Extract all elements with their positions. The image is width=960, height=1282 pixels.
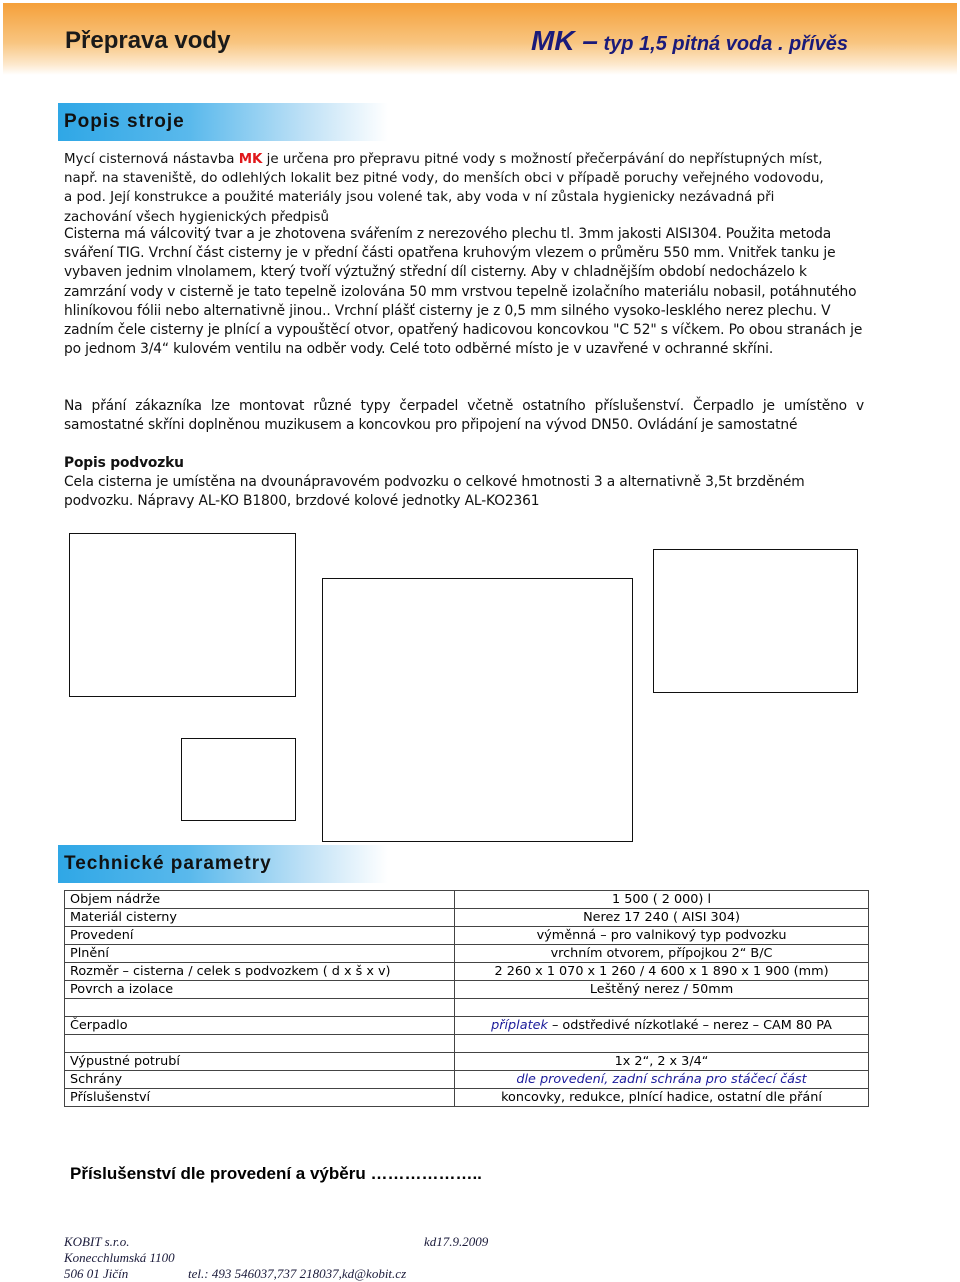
pump-paragraph xyxy=(64,397,864,435)
empty-cell xyxy=(455,1035,869,1053)
surcharge-note: příplatek xyxy=(491,1018,548,1033)
intro-text-pre: Mycí cisternová nástavba xyxy=(64,152,239,167)
param-value: Leštěný nerez / 50mm xyxy=(455,981,869,999)
table-row-empty xyxy=(65,1035,869,1053)
table-row xyxy=(65,1017,869,1035)
table-row xyxy=(65,945,869,963)
photo-placeholder-3 xyxy=(653,549,858,693)
footer-contact: tel.: 493 546037,737 218037,kd@kobit.cz xyxy=(188,1266,407,1281)
intro-line-2: např. na staveniště, do odlehlých lokalit bez pitné vody, do menších obci v případě poruchy veřejného vodovodu, xyxy=(64,171,824,187)
section-heading-technicke-parametry xyxy=(58,845,388,883)
param-value xyxy=(455,1017,869,1035)
section-heading-label: Popis stroje xyxy=(64,111,185,132)
intro-text-post: je určena pro přepravu pitné vody s možností přečerpávání do nepřístupných míst, xyxy=(262,152,823,167)
intro-mk: MK xyxy=(238,152,263,167)
table-row xyxy=(65,963,869,981)
param-label: Rozměr – cisterna / celek s podvozkem ( d x š x v) xyxy=(65,963,455,981)
body-text: Cisterna má válcovitý tvar a je zhotovena svářením z nerezového plechu tl. 3mm jakosti AISI304. Použita metoda sváření TIG. Vrchní část cisterny je v přední části opatřena kruhovým vlezem o průměru 550 mm. Vnitřek tanku je vybaven jednim vlnolamem, který tvoří výztužný střední díl cisterny. Aby v chladnějším období nedocházelo k zamrzání vody v cisterně je tato tepelně izolována 50 mm vrstvou tepelně izolačního materiálu nobasil, potáhnutého hliníkovou fólii nebo alternativně jinou.. Vrchní plášť cisterny je z 0,5 mm silného vysoko-lesklého nerez plechu. V zadním čele cisterny je plnící a vypouštěcí otvor, opatřený hadicovou koncovkou "C 52" s víčkem. Po obou stranách je po jednom 3/4“ kulovém ventilu na odběr vody. Celé toto odběrné místo je v uzavřené v ochranné skříni. xyxy=(64,226,863,358)
table-row xyxy=(65,927,869,945)
intro-line-4: zachování všech hygienických předpisů xyxy=(64,209,329,225)
header-product xyxy=(531,25,848,57)
header-title: Přeprava vody xyxy=(65,27,231,54)
param-label: Objem nádrže xyxy=(65,891,455,909)
footer-city: 506 01 Jičín xyxy=(64,1266,129,1281)
photo-placeholder-1 xyxy=(69,533,296,697)
param-value: dle provedení, zadní schrána pro stáčecí část xyxy=(455,1071,869,1089)
param-value: koncovky, redukce, plnící hadice, ostatní dle přání xyxy=(455,1089,869,1107)
section-heading-popis-stroje xyxy=(58,103,388,141)
table-row xyxy=(65,1071,869,1089)
chassis-title: Popis podvozku xyxy=(64,455,184,471)
empty-cell xyxy=(65,999,455,1017)
param-value: 1 500 ( 2 000) l xyxy=(455,891,869,909)
param-label: Plnění xyxy=(65,945,455,963)
intro-paragraph xyxy=(64,150,864,227)
param-value: 2 260 x 1 070 x 1 260 / 4 600 x 1 890 x 1 900 (mm) xyxy=(455,963,869,981)
pump-text: Na přání zákazníka lze montovat různé typy čerpadel včetně ostatního příslušenství. Čerpadlo je umístěno v samostatné skříni doplněnou muzikusem a koncovkou pro připojení na vývod DN50. Ovládání je samostatné xyxy=(64,398,864,434)
empty-cell xyxy=(65,1035,455,1053)
param-label: Povrch a izolace xyxy=(65,981,455,999)
page-header xyxy=(3,3,957,75)
header-product-type: typ 1,5 pitná voda . přívěs xyxy=(597,33,848,55)
accessories-heading: Příslušenství dle provedení a výběru ……………….. xyxy=(70,1164,482,1183)
param-label: Provedení xyxy=(65,927,455,945)
param-label: Příslušenství xyxy=(65,1089,455,1107)
table-row xyxy=(65,909,869,927)
intro-line-1 xyxy=(64,150,864,169)
param-value: vrchním otvorem, přípojkou 2“ B/C xyxy=(455,945,869,963)
param-value: Nerez 17 240 ( AISI 304) xyxy=(455,909,869,927)
chassis-section xyxy=(64,454,864,512)
footer-company: KOBIT s.r.o. xyxy=(64,1234,130,1249)
table-row xyxy=(65,1053,869,1071)
param-value: 1x 2“, 2 x 3/4“ xyxy=(455,1053,869,1071)
param-value: výměnná – pro valnikový typ podvozku xyxy=(455,927,869,945)
table-row xyxy=(65,981,869,999)
param-label: Výpustné potrubí xyxy=(65,1053,455,1071)
footer-street: Konecchlumská 1100 xyxy=(64,1250,175,1265)
empty-cell xyxy=(455,999,869,1017)
table-row-empty xyxy=(65,999,869,1017)
param-label: Materiál cisterny xyxy=(65,909,455,927)
chassis-text: Cela cisterna je umístěna na dvounápravovém podvozku o celkové hmotnosti 3 a alternativně 3,5t brzděném podvozku. Nápravy AL-KO B1800, brzdové kolové jednotky AL-KO2361 xyxy=(64,474,805,510)
intro-line-3: a pod. Její konstrukce a použité materiály jsou volené tak, aby voda v ní zůstala hygienicky nezávadná při xyxy=(64,190,775,206)
table-row xyxy=(65,891,869,909)
technical-parameters-table xyxy=(64,890,869,1107)
param-label: Čerpadlo xyxy=(65,1017,455,1035)
param-label: Schrány xyxy=(65,1071,455,1089)
header-product-mk: MK – xyxy=(531,25,598,56)
photo-placeholder-2 xyxy=(322,578,633,842)
body-paragraph xyxy=(64,225,864,359)
pump-spec: – odstředivé nízkotlaké – nerez – CAM 80 PA xyxy=(547,1018,832,1033)
section-heading-label: Technické parametry xyxy=(64,853,272,874)
footer-date: kd17.9.2009 xyxy=(424,1234,489,1249)
table-row xyxy=(65,1089,869,1107)
photo-placeholder-4 xyxy=(181,738,296,821)
